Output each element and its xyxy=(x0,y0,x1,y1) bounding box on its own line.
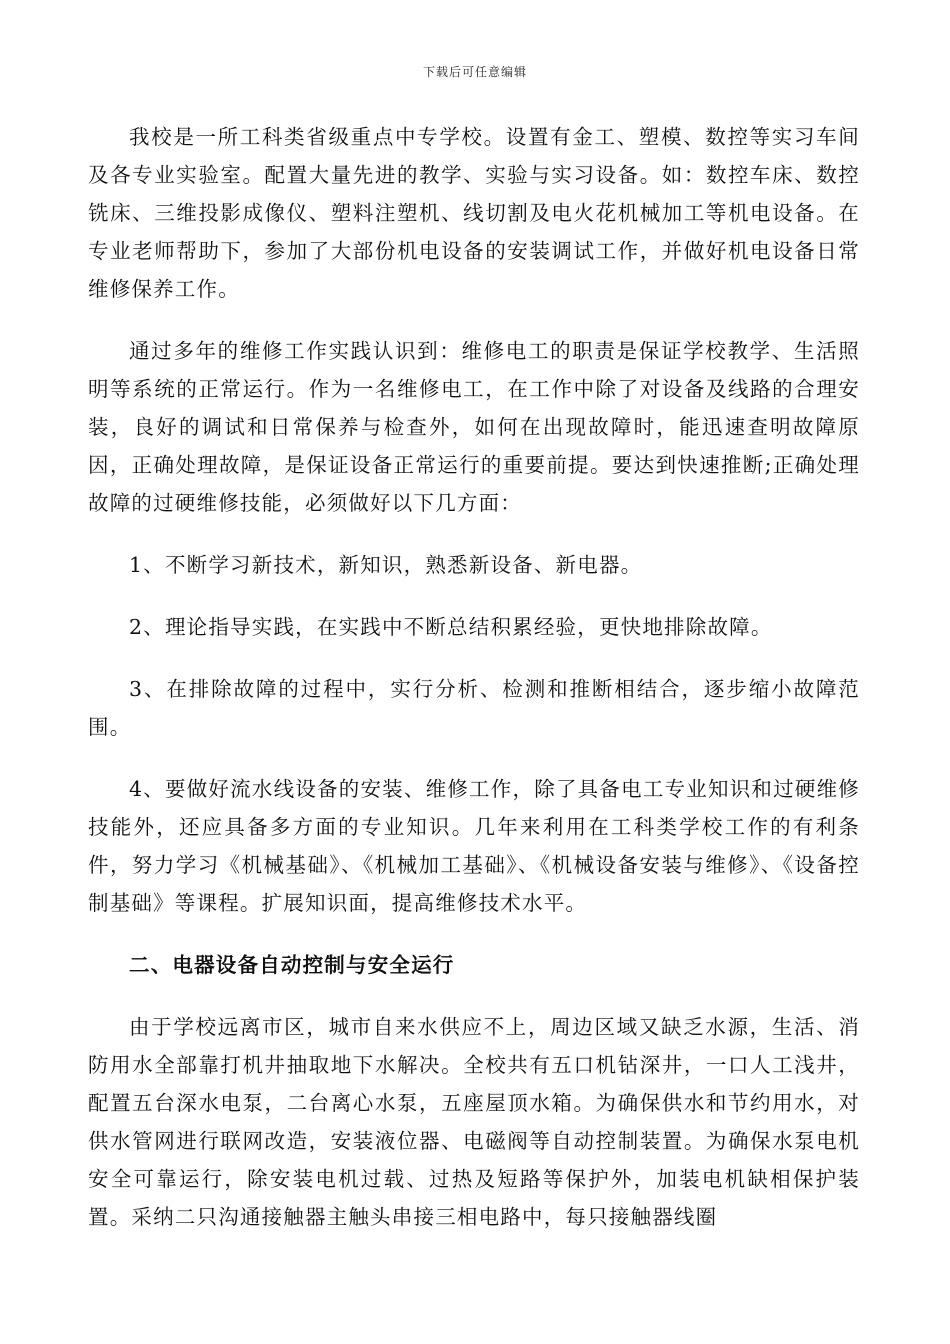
document-body xyxy=(88,118,860,1260)
paragraph-school-equipment: 我校是一所工科类省级重点中专学校。设置有金工、塑模、数控等实习车间及各专业实验室。配置大量先进的教学、实验与实习设备。如：数控车床、数控铣床、三维投影成像仪、塑料注塑机、线切割及电火花机械加工等机电设备。在专业老师帮助下，参加了大部份机电设备的安装调试工作，并做好机电设备日常维修保养工作。 xyxy=(88,125,860,301)
list-item: 2、理论指导实践，在实践中不断总结积累经验，更快地排除故障。 xyxy=(129,615,773,639)
section-heading: 二、电器设备自动控制与安全运行 xyxy=(129,953,455,977)
header-note: 下载后可任意编辑 xyxy=(422,65,527,79)
list-item: 4、要做好流水线设备的安装、维修工作，除了具备电工专业知识和过硬维修技能外，还应具备多方面的专业知识。几年来利用在工科类学校工作的有利条件，努力学习《机械基础》、《机械加工基础》、《机械设备安装与维修》、《设备控制基础》等课程。扩展知识面，提高维修技术水平。 xyxy=(88,777,860,915)
list-item: 1、不断学习新技术，新知识，熟悉新设备、新电器。 xyxy=(129,553,643,577)
list-item: 3、在排除故障的过程中，实行分析、检测和推断相结合，逐步缩小故障范围。 xyxy=(88,677,860,739)
paragraph-water-supply: 由于学校远离市区，城市自来水供应不上，周边区域又缺乏水源，生活、消防用水全部靠打机井抽取地下水解决。全校共有五口机钻深井，一口人工浅井，配置五台深水电泵，二台离心水泵，五座屋顶水箱。为确保供水和节约用水，对供水管网进行联网改造，安装液位器、电磁阀等自动控制装置。为确保水泵电机安全可靠运行，除安装电机过载、过热及短路等保护外，加装电机缺相保护装置。采纳二只沟通接触器主触头串接三相电路中，每只接触器线圈 xyxy=(88,1015,860,1229)
paragraph-electrician-duties: 通过多年的维修工作实践认识到：维修电工的职责是保证学校教学、生活照明等系统的正常运行。作为一名维修电工，在工作中除了对设备及线路的合理安装，良好的调试和日常保养与检查外，如何在出现故障时，能迅速查明故障原因，正确处理故障，是保证设备正常运行的重要前提。要达到快速推断;正确处理故障的过硬维修技能，必须做好以下几方面： xyxy=(88,339,860,515)
